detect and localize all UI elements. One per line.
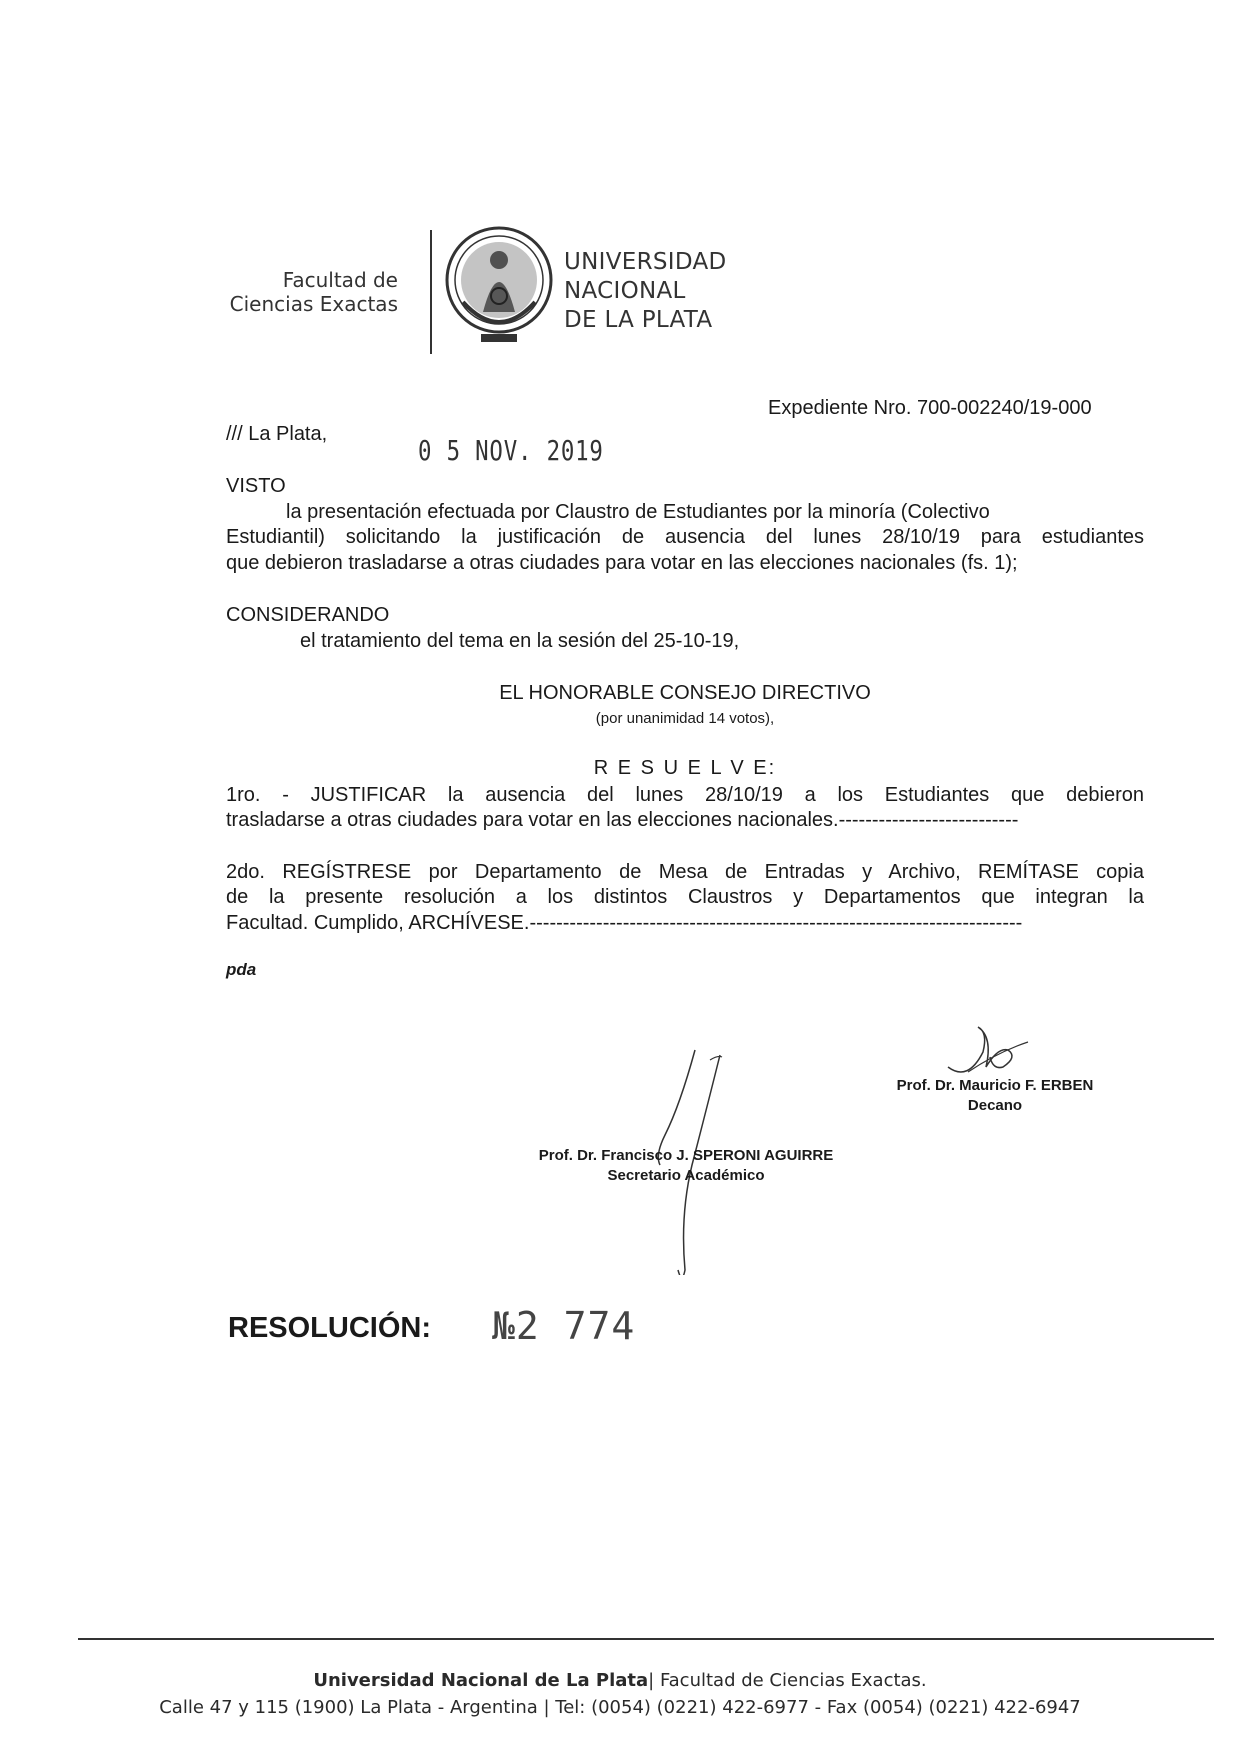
footer-faculty: | Facultad de Ciencias Exactas. bbox=[648, 1670, 927, 1691]
dean-block bbox=[850, 1076, 1140, 1116]
footer-line-1 bbox=[0, 1670, 1240, 1691]
university-line-2: NACIONAL bbox=[564, 278, 686, 304]
council-title: EL HONORABLE CONSEJO DIRECTIVO bbox=[499, 682, 871, 704]
article-2-line-1: 2do. REGÍSTRESE por Departamento de Mesa de Entradas y Archivo, REMÍTASE copia bbox=[226, 861, 1144, 883]
secretary-name: Prof. Dr. Francisco J. SPERONI AGUIRRE bbox=[538, 1147, 834, 1164]
faculty-line-2: Ciencias Exactas bbox=[229, 292, 398, 316]
place: /// La Plata, bbox=[226, 423, 328, 445]
article-1-line-2: trasladarse a otras ciudades para votar en las elecciones nacionales.--------------------------- bbox=[226, 809, 1019, 831]
visto-heading: VISTO bbox=[226, 475, 286, 497]
footer-university: Universidad Nacional de La Plata bbox=[313, 1670, 649, 1691]
considerando-text: el tratamiento del tema en la sesión del 25-10-19, bbox=[300, 630, 740, 652]
university-line-3: DE LA PLATA bbox=[564, 307, 713, 333]
resuelve-heading: R E S U E L V E: bbox=[593, 757, 777, 779]
footer-divider bbox=[78, 1638, 1214, 1640]
visto-line-2: Estudiantil) solicitando la justificación de ausencia del lunes 28/10/19 para estudiantes bbox=[226, 526, 1144, 548]
date-stamp: 0 5 NOV. 2019 bbox=[418, 434, 604, 467]
dean-name: Prof. Dr. Mauricio F. ERBEN bbox=[896, 1077, 1094, 1094]
dean-title: Decano bbox=[967, 1097, 1023, 1114]
article-2-line-2: de la presente resolución a los distintos Claustros y Departamentos que integran la bbox=[226, 886, 1144, 908]
resolution-label: RESOLUCIÓN: bbox=[228, 1312, 431, 1344]
initials: pda bbox=[226, 960, 257, 979]
secretary-block bbox=[486, 1146, 886, 1186]
letterhead-divider bbox=[430, 230, 432, 354]
visto-line-3: que debieron trasladarse a otras ciudades para votar en las elecciones nacionales (fs. 1); bbox=[226, 552, 1018, 574]
expediente-number: Expediente Nro. 700-002240/19-000 bbox=[768, 397, 1092, 419]
secretary-title: Secretario Académico bbox=[607, 1167, 765, 1184]
visto-line-1: la presentación efectuada por Claustro de Estudiantes por la minoría (Colectivo bbox=[286, 501, 990, 523]
considerando-heading: CONSIDERANDO bbox=[226, 604, 390, 626]
council-votes: (por unanimidad 14 votos), bbox=[595, 710, 775, 727]
resolution-number: №2 774 bbox=[492, 1304, 636, 1348]
faculty-line-1: Facultad de bbox=[282, 268, 398, 292]
article-1-line-1: 1ro. - JUSTIFICAR la ausencia del lunes 28/10/19 a los Estudiantes que debieron bbox=[226, 784, 1144, 806]
faculty-name bbox=[230, 268, 398, 316]
university-name bbox=[564, 248, 727, 335]
university-seal-icon bbox=[443, 222, 555, 352]
article-2-line-3: Facultad. Cumplido, ARCHÍVESE.-------------------------------------------------------------------------- bbox=[226, 912, 1023, 934]
footer-address: Calle 47 y 115 (1900) La Plata - Argentina | Tel: (0054) (0221) 422-6977 - Fax (0054) (0221) 422-6947 bbox=[159, 1697, 1081, 1718]
university-line-1: UNIVERSIDAD bbox=[564, 249, 727, 275]
